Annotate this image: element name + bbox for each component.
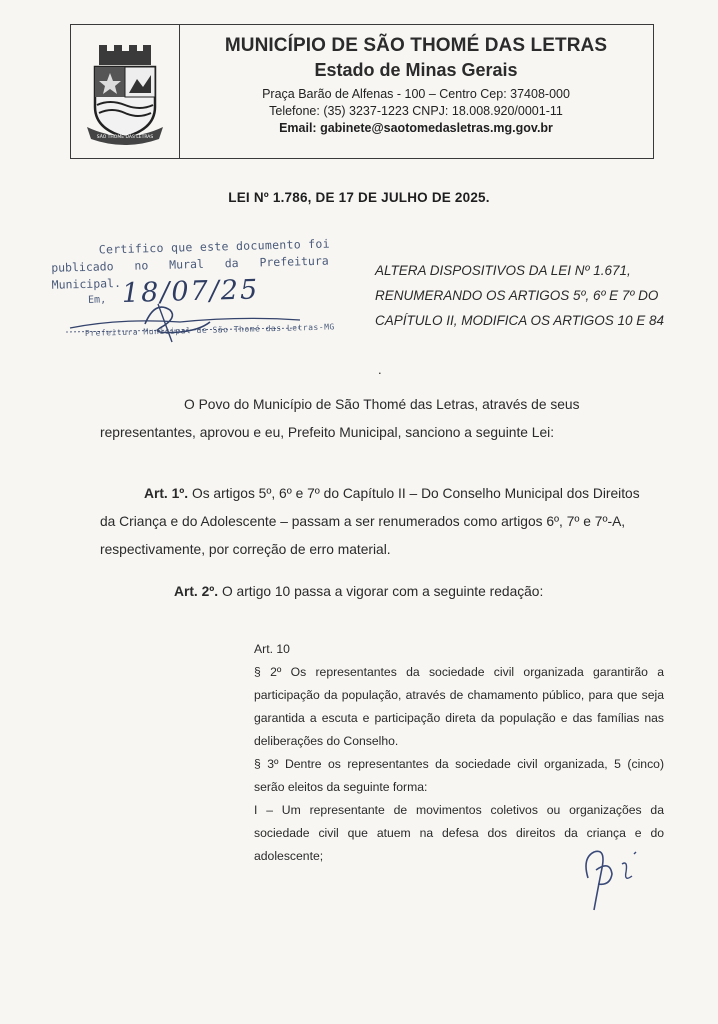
quote-paragraph-2: § 2º Os representantes da sociedade civil organizada garantirão a participação da população, através de chamamento público, para que seja garantida a escuta e participação direta da população e das famílias nas deliberações do Conselho. (254, 665, 664, 748)
article-1-label: Art. 1º. (144, 486, 189, 501)
article-2-text: O artigo 10 passa a vigorar com a seguinte redação: (218, 584, 544, 599)
letterhead (70, 24, 654, 159)
article-2 (100, 578, 656, 606)
municipal-crest-icon (85, 45, 165, 145)
amended-article-quote (254, 638, 664, 868)
phone-cnpj: Telefone: (35) 3237-1223 CNPJ: 18.008.920/0001-11 (269, 104, 563, 118)
state-name: Estado de Minas Gerais (314, 60, 518, 80)
enactment-paragraph: O Povo do Município de São Thomé das Letras, através de seus representantes, aprovou e eu, Prefeito Municipal, sanciono a seguinte Lei: (100, 397, 580, 440)
stamp-handwritten-date: 18/07/25 (121, 274, 260, 309)
quote-heading: Art. 10 (254, 642, 290, 656)
summary-dot: . (378, 362, 382, 377)
article-1-text: Os artigos 5º, 6º e 7º do Capítulo II – Do Conselho Municipal dos Direitos da Criança e do Adolescente – passam a ser renumerados como artigos 6º, 7º e 7º-A, respectivamente, por correção de erro material. (100, 486, 640, 557)
stamp-line-2: publicado no Mural da Prefeitura (51, 253, 329, 275)
stamp-footer: Prefeitura Municipal de São Thomé das Letras-MG (84, 322, 335, 338)
stamp-line-1: Certifico que este documento foi (98, 236, 331, 257)
law-summary: ALTERA DISPOSITIVOS DA LEI Nº 1.671, RENUMERANDO OS ARTIGOS 5º, 6º E 7º DO CAPÍTULO II, MODIFICA OS ARTIGOS 10 E 84 (375, 263, 665, 328)
crest-ribbon-text: SÃO THOMÉ DAS LETRAS (96, 135, 154, 140)
letterhead-text (179, 35, 653, 135)
address: Praça Barão de Alfenas - 100 – Centro Cep: 37408-000 (262, 87, 570, 101)
quote-item-1: I – Um representante de movimentos coletivos ou organizações da sociedade civil que atuem na defesa dos direitos da criança e do adolescente; (254, 803, 664, 863)
quote-paragraph-3: § 3º Dentre os representantes da sociedade civil organizada, 5 (cinco) serão eleitos da seguinte forma: (254, 757, 664, 794)
municipality-name: MUNICÍPIO DE SÃO THOMÉ DAS LETRAS (224, 35, 608, 56)
email: Email: gabinete@saotomedasletras.mg.gov.br (279, 121, 553, 135)
initials-signature-icon (576, 838, 646, 918)
stamp-line-3: Municipal. (51, 275, 122, 292)
law-title: LEI Nº 1.786, DE 17 DE JULHO DE 2025. (228, 190, 490, 205)
stamp-date-label: Em, (87, 294, 107, 306)
stamp-signature-icon (60, 292, 310, 352)
article-2-label: Art. 2º. (174, 584, 219, 599)
article-1 (100, 480, 656, 564)
